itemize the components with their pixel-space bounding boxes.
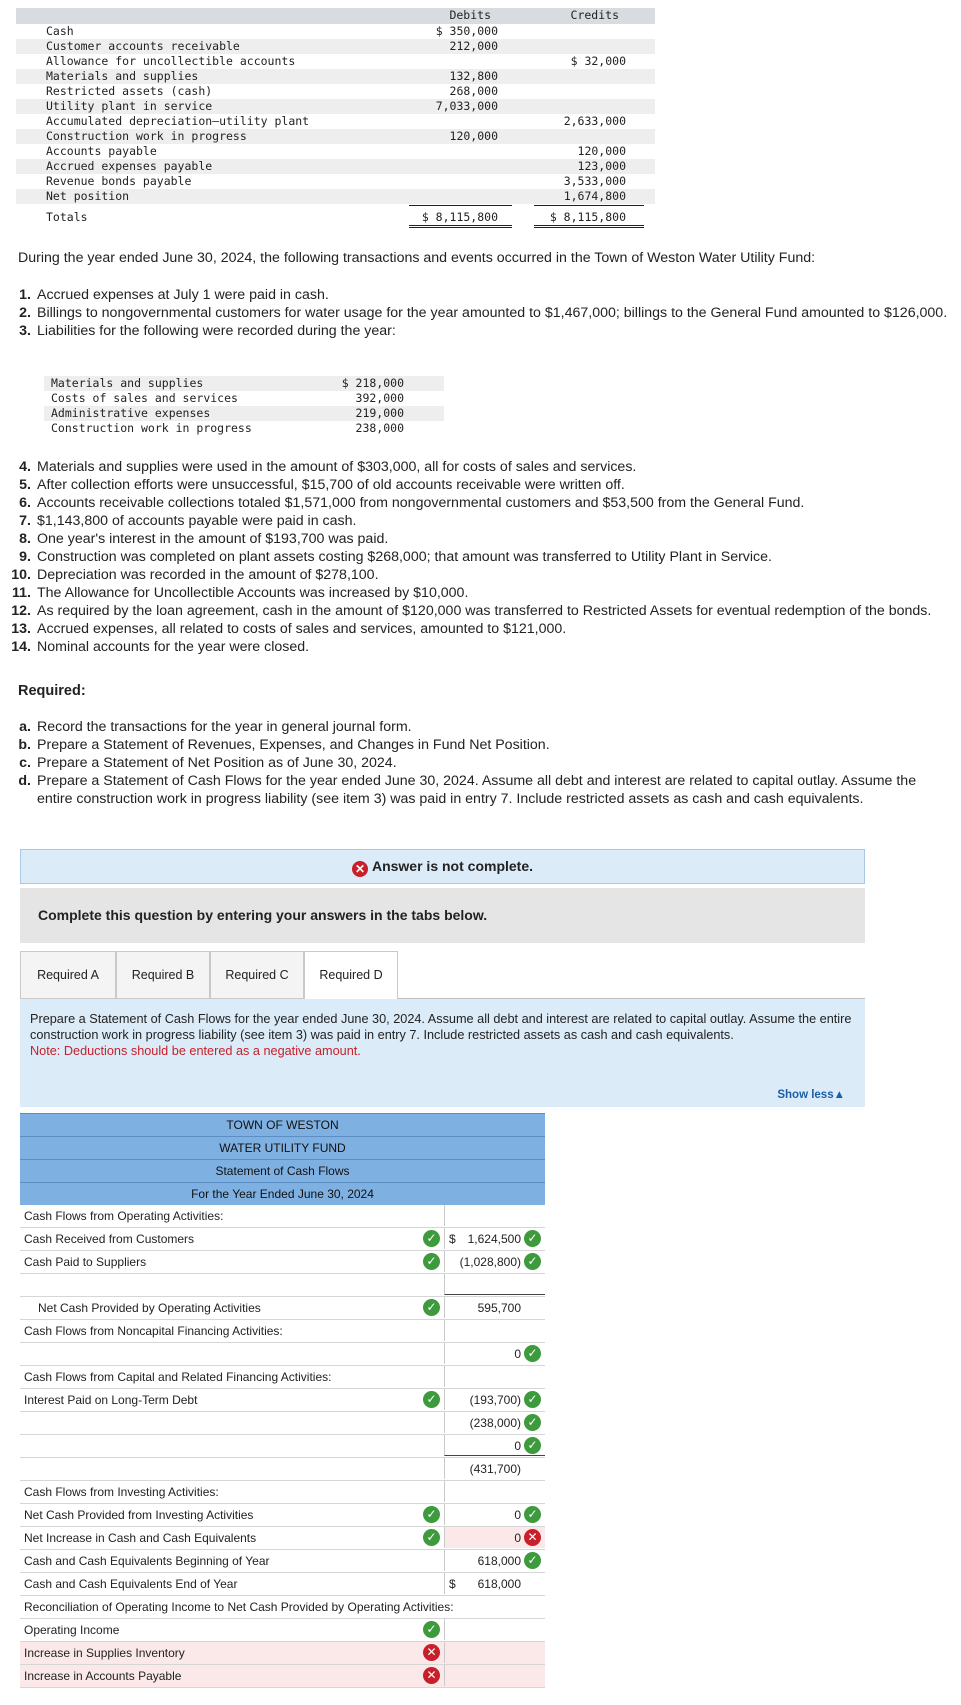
liability-amount: $ 218,000 <box>341 376 404 390</box>
item-text: Accrued expenses at July 1 were paid in cash. <box>37 287 329 303</box>
list-item <box>0 584 950 602</box>
row-label: Cash and Cash Equivalents End of Year <box>24 1577 238 1591</box>
tab-instructions <box>20 999 865 1107</box>
tb-account: Accrued expenses payable <box>46 159 213 173</box>
tb-debit: 268,000 <box>449 84 498 98</box>
list-item <box>0 304 950 322</box>
tb-row <box>16 69 655 84</box>
tb-row <box>16 84 655 99</box>
table-row <box>20 1619 545 1642</box>
list-item <box>0 754 950 772</box>
tb-account: Cash <box>46 24 74 38</box>
tab-required-d[interactable]: Required D <box>304 951 398 1000</box>
liability-name: Materials and supplies <box>51 376 204 390</box>
table-row <box>20 1366 545 1389</box>
tb-account: Net position <box>46 189 130 203</box>
item-text: Materials and supplies were used in the amount of $303,000, all for costs of sales and services. <box>37 459 637 475</box>
check-icon: ✓ <box>423 1621 440 1638</box>
tb-totals-credit: $ 8,115,800 <box>549 210 626 224</box>
table-row <box>20 1389 545 1412</box>
debits-header: Debits <box>449 8 491 22</box>
item-text: Construction was completed on plant assets costing $268,000; that amount was transferred to Utility Plant in Service. <box>37 549 772 565</box>
item-number: 10. <box>11 567 31 583</box>
tb-row <box>16 174 655 189</box>
table-row <box>20 1297 545 1320</box>
statement-period: For the Year Ended June 30, 2024 <box>20 1182 545 1205</box>
error-icon: ✕ <box>352 861 368 877</box>
check-icon: ✓ <box>524 1391 541 1408</box>
tb-row <box>16 189 655 204</box>
item-number: 6. <box>19 495 31 511</box>
list-item <box>0 512 950 530</box>
amount-value: 0 <box>514 1439 521 1453</box>
amount-cell[interactable] <box>444 1642 545 1663</box>
amount-cell[interactable] <box>444 1205 545 1226</box>
table-row <box>20 1274 545 1297</box>
amount-value: (431,700) <box>469 1462 521 1476</box>
triangle-up-icon: ▲ <box>833 1089 845 1101</box>
item-text: Prepare a Statement of Revenues, Expenses, and Changes in Fund Net Position. <box>37 737 550 753</box>
check-icon: ✓ <box>524 1345 541 1362</box>
item-number: 4. <box>19 459 31 475</box>
item-number: 12. <box>11 603 31 619</box>
item-letter: b. <box>18 737 31 753</box>
tb-row <box>16 24 655 39</box>
table-row <box>20 1205 545 1228</box>
check-icon: ✓ <box>423 1253 440 1270</box>
check-icon: ✓ <box>524 1230 541 1247</box>
item-number: 9. <box>19 549 31 565</box>
row-label[interactable]: Operating Income <box>24 1623 120 1637</box>
item-text: Record the transactions for the year in general journal form. <box>37 719 412 735</box>
instruction-note: Note: Deductions should be entered as a negative amount. <box>30 1044 361 1058</box>
item-number: 13. <box>11 621 31 637</box>
liability-amount: 219,000 <box>355 406 404 420</box>
divider <box>534 225 644 226</box>
banner-text: Answer is not complete. <box>371 858 534 874</box>
tb-row <box>16 144 655 159</box>
trial-balance <box>16 8 655 228</box>
tab-required-a[interactable]: Required A <box>20 951 116 999</box>
item-text: Depreciation was recorded in the amount of $278,100. <box>37 567 379 583</box>
table-row <box>20 1481 545 1504</box>
amount-value: 0 <box>514 1508 521 1522</box>
tb-debit: 212,000 <box>449 39 498 53</box>
amount-cell[interactable] <box>444 1412 545 1433</box>
table-row <box>20 1320 545 1343</box>
amount-value: (1,028,800) <box>459 1255 521 1269</box>
item-text: Accrued expenses, all related to costs of sales and services, amounted to $121,000. <box>37 621 567 637</box>
trial-balance-header <box>16 8 655 24</box>
tb-account: Restricted assets (cash) <box>46 84 213 98</box>
required-heading: Required: <box>18 683 86 699</box>
tb-account: Accounts payable <box>46 144 157 158</box>
tb-row <box>16 39 655 54</box>
liability-name: Administrative expenses <box>51 406 211 420</box>
table-row <box>20 1412 545 1435</box>
amount-cell[interactable] <box>444 1251 545 1272</box>
tb-account: Construction work in progress <box>46 129 247 143</box>
tb-credit: 2,633,000 <box>563 114 626 128</box>
item-number: 7. <box>19 513 31 529</box>
row-label[interactable]: Increase in Supplies Inventory <box>24 1646 185 1660</box>
amount-value: 618,000 <box>477 1554 521 1568</box>
tb-row <box>16 54 655 69</box>
amount-cell[interactable] <box>444 1550 545 1571</box>
row-label: Cash and Cash Equivalents Beginning of Year <box>24 1554 270 1568</box>
tb-account: Allowance for uncollectible accounts <box>46 54 296 68</box>
tb-account: Accumulated depreciation—utility plant <box>46 114 310 128</box>
list-item <box>0 772 950 808</box>
statement-name: Statement of Cash Flows <box>20 1159 545 1182</box>
list-item <box>0 286 950 304</box>
tab-bar <box>20 951 865 999</box>
show-less-label: Show less <box>777 1089 834 1101</box>
item-number: 5. <box>19 477 31 493</box>
tb-row <box>16 129 655 144</box>
tb-credit: 123,000 <box>577 159 626 173</box>
item-number: 3. <box>19 323 31 339</box>
amount-cell[interactable] <box>444 1435 545 1456</box>
item-text: The Allowance for Uncollectible Accounts was increased by $10,000. <box>37 585 469 601</box>
list-item <box>0 566 950 584</box>
amount-value: 618,000 <box>477 1577 521 1591</box>
item-number: 14. <box>11 639 31 655</box>
x-icon: ✕ <box>423 1644 440 1661</box>
list-item <box>0 602 950 620</box>
amount-cell[interactable] <box>444 1274 545 1295</box>
item-number: 11. <box>12 585 31 601</box>
tb-credit: 120,000 <box>577 144 626 158</box>
table-row <box>20 1527 545 1550</box>
tb-row <box>16 159 655 174</box>
check-icon: ✓ <box>524 1437 541 1454</box>
item-text: As required by the loan agreement, cash in the amount of $120,000 was transferred to Restricted Assets for eventual redemption of the bonds. <box>37 603 932 619</box>
tab-required-b[interactable]: Required B <box>116 951 210 999</box>
amount-value: 595,700 <box>477 1301 521 1315</box>
row-label[interactable]: Interest Paid on Long-Term Debt <box>24 1393 198 1407</box>
row-label: Cash Flows from Operating Activities: <box>24 1209 224 1223</box>
row-label[interactable]: Increase in Accounts Payable <box>24 1669 182 1683</box>
list-item <box>0 638 950 656</box>
amount-cell[interactable] <box>444 1228 545 1249</box>
row-label[interactable]: Net Cash Provided from Investing Activities <box>24 1508 254 1522</box>
instruction-text: Prepare a Statement of Cash Flows for the year ended June 30, 2024. Assume all debt and interest are related to capital outlay. Assume the entire construction work in progress liability (see item 3) was paid in entry 7. Include restricted assets as cash and cash equivalents. <box>30 1012 852 1042</box>
statement-title: TOWN OF WESTON <box>20 1113 545 1136</box>
list-item <box>0 530 950 548</box>
row-label[interactable]: Cash Received from Customers <box>24 1232 195 1246</box>
liability-amount: 392,000 <box>355 391 404 405</box>
list-item <box>0 458 950 476</box>
amount-cell[interactable] <box>444 1458 545 1479</box>
amount-value: (238,000) <box>469 1416 521 1430</box>
check-icon: ✓ <box>423 1230 440 1247</box>
item-text: Liabilities for the following were recorded during the year: <box>37 323 396 339</box>
list-item <box>0 548 950 566</box>
tb-credit: $ 32,000 <box>570 54 626 68</box>
item-text: Prepare a Statement of Cash Flows for the year ended June 30, 2024. Assume all debt and interest are related to capital outlay. Assume the entire construction work in progress liability (see item 3) was paid in entry 7. Include restricted assets as cash and cash equivalents. <box>37 773 917 807</box>
row-label[interactable]: Cash Paid to Suppliers <box>24 1255 147 1269</box>
item-text: After collection efforts were unsuccessful, $15,700 of old accounts receivable were written off. <box>37 477 625 493</box>
table-row <box>20 1251 545 1274</box>
tb-totals-label: Totals <box>46 210 88 224</box>
liabilities-table <box>44 376 444 436</box>
required-list <box>0 718 950 808</box>
table-row <box>20 1343 545 1366</box>
item-letter: d. <box>18 773 31 789</box>
amount-cell[interactable] <box>444 1504 545 1525</box>
credits-header: Credits <box>570 8 619 22</box>
x-icon: ✕ <box>524 1529 541 1546</box>
liability-name: Construction work in progress <box>51 421 252 435</box>
tb-debit: 120,000 <box>449 129 498 143</box>
tb-account: Customer accounts receivable <box>46 39 240 53</box>
table-row <box>20 1550 545 1573</box>
divider <box>409 227 512 228</box>
amount-value: (193,700) <box>469 1393 521 1407</box>
list-item <box>0 476 950 494</box>
liability-amount: 238,000 <box>355 421 404 435</box>
check-icon: ✓ <box>524 1506 541 1523</box>
answer-status-banner <box>20 849 865 884</box>
amount-cell[interactable] <box>444 1665 545 1686</box>
tb-debit: 7,033,000 <box>435 99 498 113</box>
item-text: Nominal accounts for the year were closed. <box>37 639 310 655</box>
list-item <box>0 718 950 736</box>
tb-debit: 132,800 <box>449 69 498 83</box>
amount-cell[interactable] <box>444 1619 545 1640</box>
table-row <box>44 376 444 391</box>
tb-totals-row <box>16 204 655 228</box>
item-letter: a. <box>19 719 31 735</box>
amount-cell[interactable] <box>444 1481 545 1502</box>
tb-credit: 3,533,000 <box>563 174 626 188</box>
tb-account: Revenue bonds payable <box>46 174 192 188</box>
amount-cell[interactable] <box>444 1389 545 1410</box>
table-row <box>44 406 444 421</box>
currency-symbol: $ <box>449 1232 456 1246</box>
amount-cell[interactable] <box>444 1343 545 1364</box>
list-item <box>0 620 950 638</box>
row-label: Cash Flows from Investing Activities: <box>24 1485 219 1499</box>
table-row <box>20 1458 545 1481</box>
table-row <box>20 1596 545 1619</box>
check-icon: ✓ <box>524 1552 541 1569</box>
transaction-list-a <box>0 286 950 340</box>
table-row <box>20 1504 545 1527</box>
tb-row <box>16 114 655 129</box>
intro-text: During the year ended June 30, 2024, the following transactions and events occurred in the Town of Weston Water Utility Fund: <box>18 250 816 266</box>
tb-row <box>16 99 655 114</box>
liability-name: Costs of sales and services <box>51 391 238 405</box>
statement-fund: WATER UTILITY FUND <box>20 1136 545 1159</box>
amount-value: 1,624,500 <box>467 1232 521 1246</box>
tb-account: Materials and supplies <box>46 69 199 83</box>
check-icon: ✓ <box>423 1391 440 1408</box>
x-icon: ✕ <box>423 1667 440 1684</box>
item-text: One year's interest in the amount of $193,700 was paid. <box>37 531 389 547</box>
item-number: 2. <box>19 305 31 321</box>
check-icon: ✓ <box>423 1299 440 1316</box>
amount-value: 0 <box>514 1347 521 1361</box>
tb-account: Utility plant in service <box>46 99 213 113</box>
check-icon: ✓ <box>524 1414 541 1431</box>
item-number: 1. <box>19 287 31 303</box>
instructions-bar: Complete this question by entering your answers in the tabs below. <box>20 888 865 943</box>
row-label: Cash Flows from Capital and Related Financing Activities: <box>24 1370 332 1384</box>
list-item <box>0 494 950 512</box>
item-text: Prepare a Statement of Net Position as of June 30, 2024. <box>37 755 397 771</box>
show-less-link[interactable] <box>777 1087 845 1103</box>
row-label: Cash Flows from Noncapital Financing Activities: <box>24 1324 283 1338</box>
table-row <box>20 1642 545 1665</box>
cash-flow-statement <box>20 1113 545 1688</box>
tb-credit: 1,674,800 <box>563 189 626 203</box>
table-row <box>44 391 444 406</box>
divider <box>534 227 644 228</box>
amount-cell[interactable] <box>444 1320 545 1341</box>
item-text: Accounts receivable collections totaled $1,571,000 from nongovernmental customers and $53,500 from the General Fund. <box>37 495 805 511</box>
tb-totals-debit: $ 8,115,800 <box>421 210 498 224</box>
table-row <box>44 421 444 436</box>
table-row <box>20 1665 545 1688</box>
row-label: Reconciliation of Operating Income to Net Cash Provided by Operating Activities: <box>24 1600 454 1614</box>
table-row <box>20 1435 545 1458</box>
item-letter: c. <box>19 755 31 771</box>
row-label[interactable]: Net Increase in Cash and Cash Equivalents <box>24 1531 257 1545</box>
row-label: Net Cash Provided by Operating Activities <box>38 1301 261 1315</box>
amount-cell[interactable] <box>444 1366 545 1387</box>
list-item <box>0 322 950 340</box>
amount-value: 0 <box>514 1531 521 1545</box>
item-text: $1,143,800 of accounts payable were paid in cash. <box>37 513 357 529</box>
amount-cell[interactable] <box>444 1573 545 1594</box>
check-icon: ✓ <box>423 1529 440 1546</box>
check-icon: ✓ <box>423 1506 440 1523</box>
check-icon: ✓ <box>524 1253 541 1270</box>
transaction-list-b <box>0 458 950 656</box>
tb-debit: $ 350,000 <box>435 24 498 38</box>
list-item <box>0 736 950 754</box>
divider <box>409 225 512 226</box>
amount-cell[interactable] <box>444 1297 545 1318</box>
item-text: Billings to nongovernmental customers for water usage for the year amounted to $1,467,000; billings to the General Fund amounted to $126,000. <box>37 305 948 321</box>
table-row <box>20 1573 545 1596</box>
item-number: 8. <box>19 531 31 547</box>
tab-required-c[interactable]: Required C <box>210 951 304 999</box>
table-row <box>20 1228 545 1251</box>
currency-symbol: $ <box>449 1577 456 1591</box>
amount-cell[interactable] <box>444 1527 545 1548</box>
